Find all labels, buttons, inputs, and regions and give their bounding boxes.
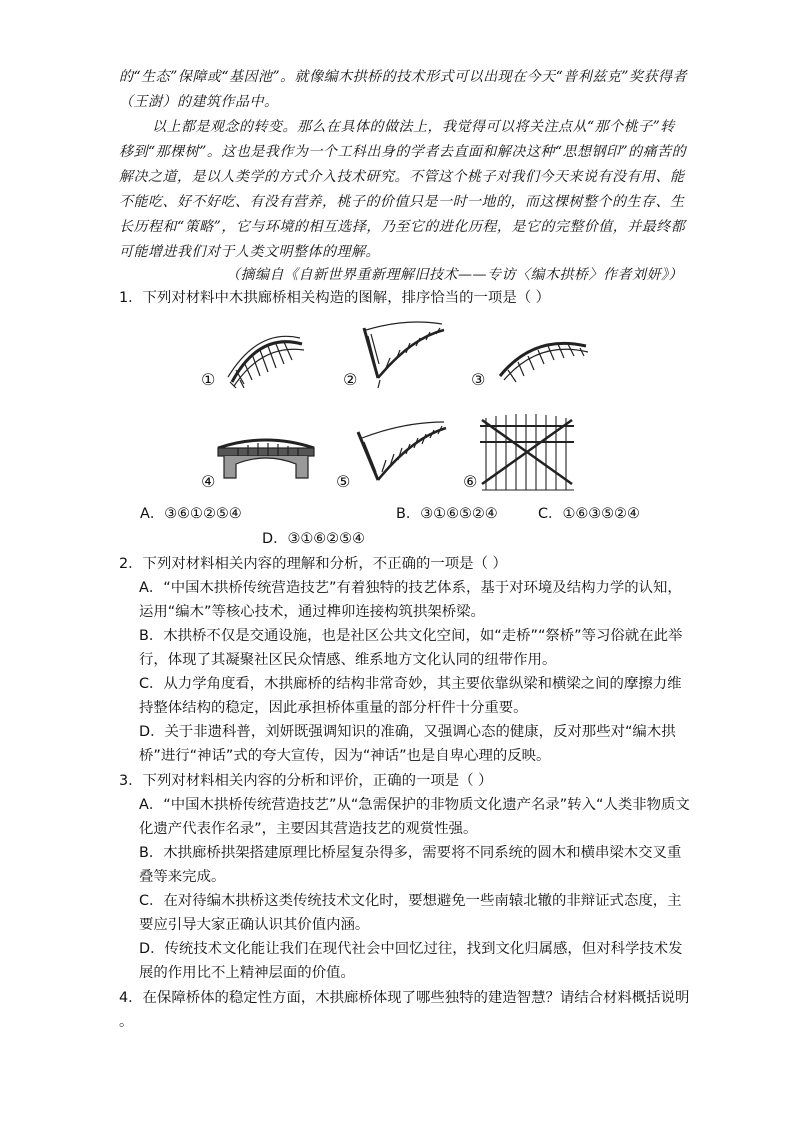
q1-stem: 1．下列对材料中木拱廊桥相关构造的图解，排序恰当的一项是（ ） bbox=[119, 290, 551, 306]
passage-line: 长历程和“策略”，它与环境的相互选择，乃至它的进化历程，是它的完整价值，并最终都 bbox=[119, 219, 686, 235]
q3-option-line[interactable]: B．木拱廊桥拱架搭建原理比桥屋复杂得多，需要将不同系统的圆木和横串梁木交叉重 bbox=[139, 845, 682, 861]
passage-line: 移到“那棵树”。这也是我作为一个工科出身的学者去直面和解决这种“思想钢印”的痛苦的 bbox=[119, 144, 687, 160]
passage-line: 不能吃、好不好吃、有没有营养，桃子的价值只是一时一地的，而这棵树整个的生存、生 bbox=[119, 194, 685, 210]
bridge-figure-5 bbox=[352, 418, 452, 490]
q2-stem: 2．下列对材料相关内容的理解和分析，不正确的一项是（ ） bbox=[119, 556, 507, 572]
q4-stem-tail: 。 bbox=[119, 1014, 134, 1030]
figure-label: ④ bbox=[201, 472, 216, 491]
q1-option-d[interactable]: D．③①⑥②⑤④ bbox=[262, 531, 365, 547]
q4-stem: 4．在保障桥体的稳定性方面，木拱廊桥体现了哪些独特的建造智慧？请结合材料概括说明 bbox=[119, 990, 690, 1006]
passage-line: 的“生态”保障或“基因池”。就像编木拱桥的技术形式可以出现在今天“普利兹克”奖获得者 bbox=[119, 69, 687, 85]
q1-option-b[interactable]: B．③①⑥⑤②④ bbox=[396, 506, 498, 522]
figure-label: ① bbox=[201, 370, 216, 389]
q3-option-line[interactable]: A．“中国木拱桥传统营造技艺”从“急需保护的非物质文化遗产名录”转入“人类非物质文 bbox=[139, 797, 690, 813]
passage-source: （摘编自《自新世界重新理解旧技术——专访〈编木拱桥〉作者刘妍》） bbox=[226, 267, 683, 283]
bridge-figure-3 bbox=[494, 326, 590, 388]
q2-option-line[interactable]: A．“中国木拱桥传统营造技艺”有着独特的技艺体系，基于对环境及结构力学的认知， bbox=[139, 580, 682, 596]
q3-option-line[interactable]: C．在对待编木拱桥这类传统技术文化时，要想避免一些南辕北辙的非辩证式态度，主 bbox=[139, 893, 682, 909]
q2-option-line[interactable]: B．木拱桥不仅是交通设施，也是社区公共文化空间，如“走桥”“祭桥”等习俗就在此举 bbox=[139, 628, 683, 644]
q3-stem: 3．下列对材料相关内容的分析和评价，正确的一项是（ ） bbox=[119, 773, 493, 789]
q2-option-line[interactable]: 桥”进行“神话”式的夸大宣传，因为“神话”也是自卑心理的反映。 bbox=[139, 748, 551, 764]
passage-line: 以上都是观念的转变。那么在具体的做法上，我觉得可以将关注点从“那个桃子”转 bbox=[152, 119, 675, 135]
q1-option-a[interactable]: A．③⑥①②⑤④ bbox=[140, 506, 242, 522]
q2-option-line[interactable]: 运用“编木”等核心技术，通过榫卯连接构筑拱架桥梁。 bbox=[139, 604, 485, 620]
q3-option-line[interactable]: 要应引导大家正确认识其价值内涵。 bbox=[139, 917, 370, 933]
figure-label: ② bbox=[343, 370, 358, 389]
figure-label: ⑤ bbox=[336, 472, 351, 491]
figure-label: ⑥ bbox=[463, 472, 478, 491]
passage-line: 解决之道，是以人类学的方式介入技术研究。不管这个桃子对我们今天来说有没有用、能 bbox=[119, 169, 685, 185]
q3-option-line[interactable]: 化遗产代表作名录”，主要因其营造技艺的观赏性强。 bbox=[139, 821, 478, 837]
q3-option-line[interactable]: D．传统技术文化能让我们在现代社会中回忆过往，找到文化归属感，但对科学技术发 bbox=[139, 941, 683, 957]
q2-option-line[interactable]: D．关于非遗科普，刘妍既强调知识的准确，又强调心态的健康，反对那些对“编木拱 bbox=[139, 724, 676, 740]
q2-option-line[interactable]: 持整体结构的稳定，因此承担桥体重量的部分杆件十分重要。 bbox=[139, 700, 528, 716]
bridge-figure-2 bbox=[356, 318, 452, 390]
passage-line: 可能增进我们对于人类文明整体的理解。 bbox=[119, 244, 380, 260]
bridge-figure-1 bbox=[214, 322, 306, 392]
figure-label: ③ bbox=[471, 370, 486, 389]
q1-option-c[interactable]: C．①⑥③⑤②④ bbox=[538, 506, 640, 522]
bridge-figure-4 bbox=[214, 428, 318, 486]
q2-option-line[interactable]: 行，体现了其凝聚社区民众情感、维系地方文化认同的纽带作用。 bbox=[139, 652, 557, 668]
bridge-figure-6 bbox=[478, 412, 578, 494]
q3-option-line[interactable]: 展的作用比不上精神层面的价值。 bbox=[139, 965, 355, 981]
q3-option-line[interactable]: 叠等来完成。 bbox=[139, 869, 226, 885]
q2-option-line[interactable]: C．从力学角度看，木拱廊桥的结构非常奇妙，其主要依靠纵梁和横梁之间的摩擦力维 bbox=[139, 676, 682, 692]
passage-line: （王澍）的建筑作品中。 bbox=[119, 94, 279, 110]
